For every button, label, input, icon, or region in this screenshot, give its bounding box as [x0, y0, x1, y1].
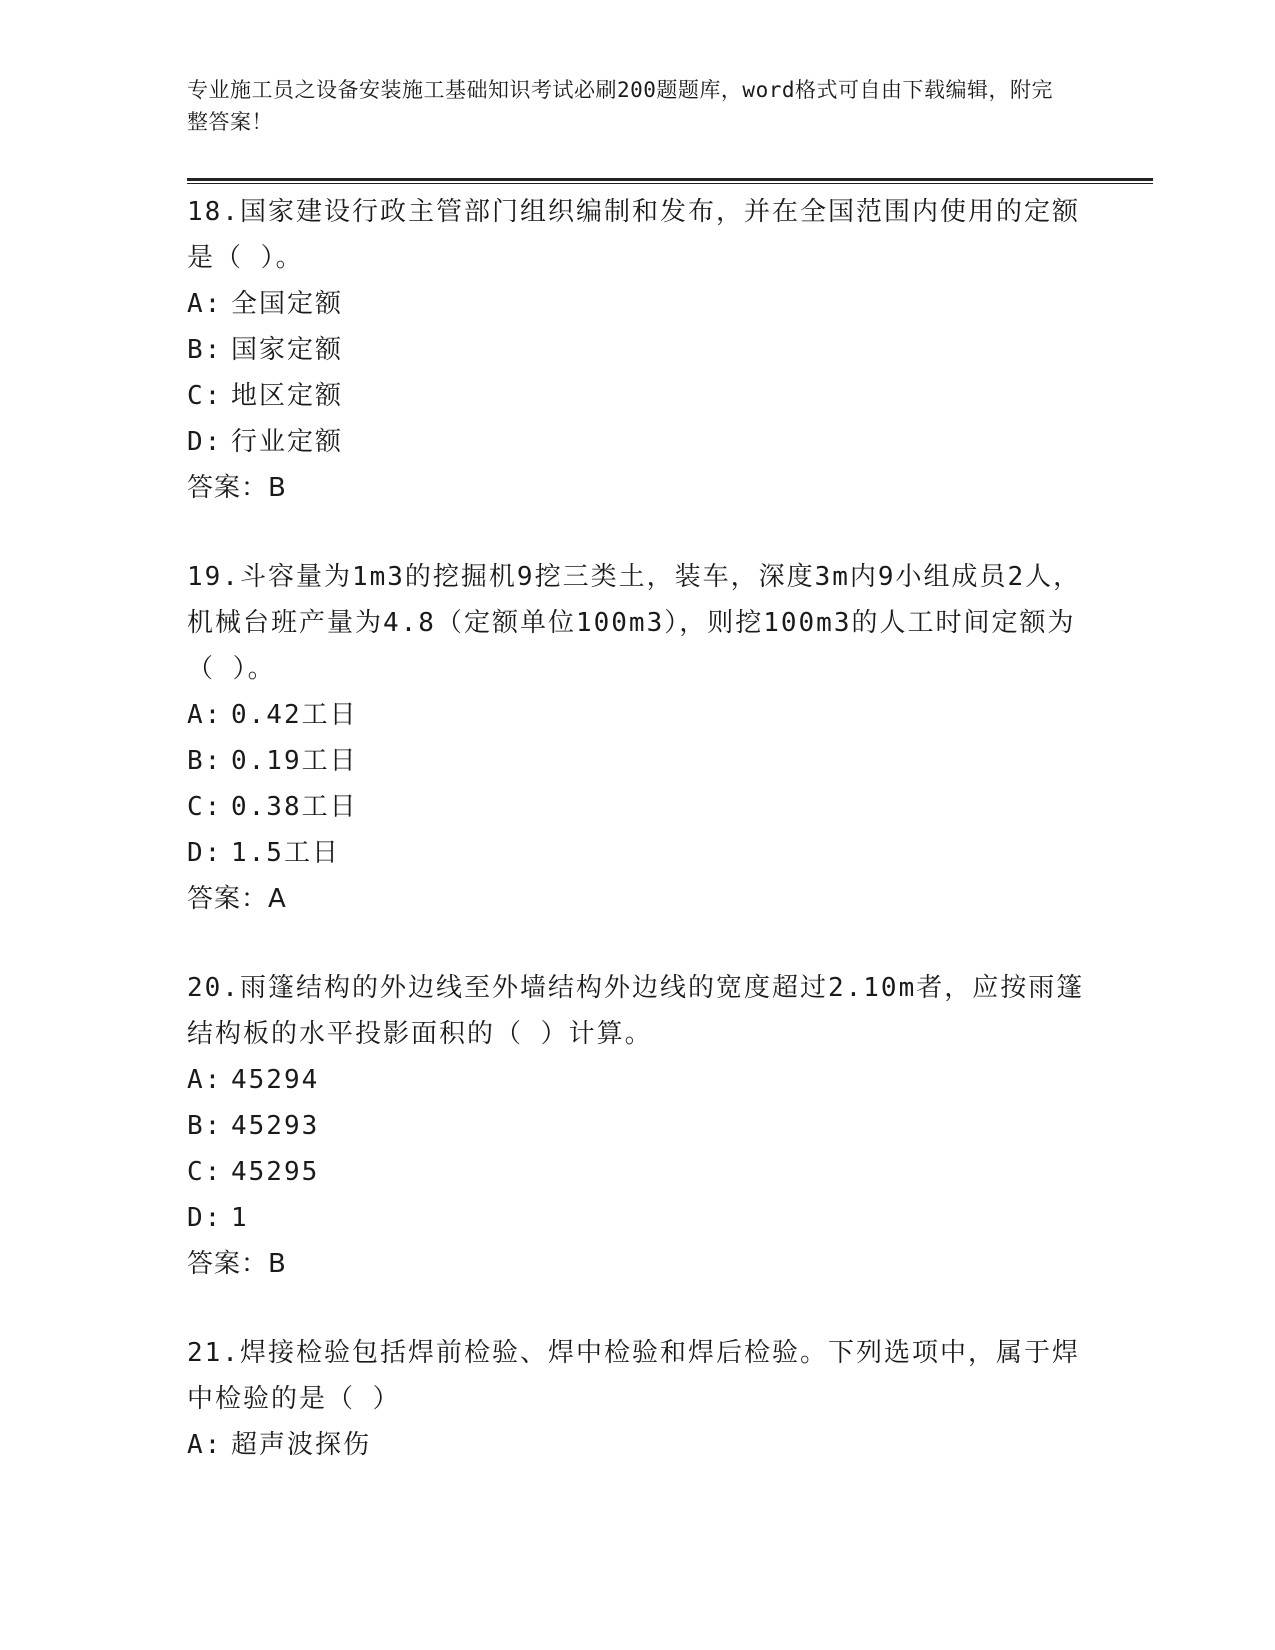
option-b: [187, 327, 1087, 373]
option-text: 45293: [231, 1111, 320, 1141]
header-divider-thick: [187, 178, 1153, 181]
answer-line: 答案：B: [187, 473, 287, 503]
option-text: 0.38工日: [231, 792, 358, 822]
option-letter: D:: [187, 427, 223, 457]
answer-line: 答案：A: [187, 884, 287, 914]
option-a: [187, 692, 1087, 738]
option-text: 45295: [231, 1157, 320, 1187]
option-a: [187, 1422, 1087, 1468]
option-letter: A:: [187, 289, 223, 319]
question-20: [187, 965, 1087, 1287]
option-text: 0.42工日: [231, 700, 358, 730]
header-divider-thin: [187, 183, 1153, 184]
question-21: [187, 1330, 1087, 1468]
question-list: [187, 189, 1087, 1468]
option-c: [187, 784, 1087, 830]
question-text: 21.焊接检验包括焊前检验、焊中检验和焊后检验。下列选项中，属于焊中检验的是（ ）: [187, 1338, 1080, 1414]
option-letter: B:: [187, 335, 223, 365]
option-letter: B:: [187, 1111, 223, 1141]
option-b: [187, 1103, 1087, 1149]
option-c: [187, 1149, 1087, 1195]
option-text: 0.19工日: [231, 746, 358, 776]
option-letter: C:: [187, 1157, 223, 1187]
option-letter: C:: [187, 381, 223, 411]
option-d: [187, 419, 1087, 465]
option-text: 地区定额: [231, 381, 344, 411]
option-a: [187, 1057, 1087, 1103]
option-c: [187, 373, 1087, 419]
option-text: 国家定额: [231, 335, 344, 365]
option-letter: A:: [187, 1065, 223, 1095]
option-a: [187, 281, 1087, 327]
question-text: 18.国家建设行政主管部门组织编制和发布，并在全国范围内使用的定额是（ ）。: [187, 197, 1080, 273]
question-spacer: [187, 922, 1087, 965]
question-text: 20.雨篷结构的外边线至外墙结构外边线的宽度超过2.10m者，应按雨篷结构板的水平投影面积的（ ）计算。: [187, 973, 1085, 1049]
option-text: 超声波探伤: [231, 1430, 372, 1460]
option-letter: D:: [187, 838, 223, 868]
question-text: 19.斗容量为1m3的挖掘机9挖三类土，装车，深度3m内9小组成员2人，机械台班产量为4.8（定额单位100m3），则挖100m3的人工时间定额为（ ）。: [187, 562, 1082, 684]
option-text: 行业定额: [231, 427, 344, 457]
option-letter: D:: [187, 1203, 223, 1233]
option-letter: B:: [187, 746, 223, 776]
option-text: 1.5工日: [231, 838, 340, 868]
option-text: 45294: [231, 1065, 320, 1095]
question-spacer: [187, 1287, 1087, 1330]
document-header: 专业施工员之设备安装施工基础知识考试必刷200题题库，word格式可自由下载编辑，附完整答案！: [187, 78, 1053, 134]
option-d: [187, 830, 1087, 876]
option-d: [187, 1195, 1087, 1241]
question-19: [187, 554, 1087, 922]
option-letter: A:: [187, 700, 223, 730]
option-letter: C:: [187, 792, 223, 822]
option-text: 1: [231, 1203, 249, 1233]
answer-line: 答案：B: [187, 1249, 287, 1279]
option-b: [187, 738, 1087, 784]
question-spacer: [187, 511, 1087, 554]
question-18: [187, 189, 1087, 511]
option-text: 全国定额: [231, 289, 344, 319]
option-letter: A:: [187, 1430, 223, 1460]
